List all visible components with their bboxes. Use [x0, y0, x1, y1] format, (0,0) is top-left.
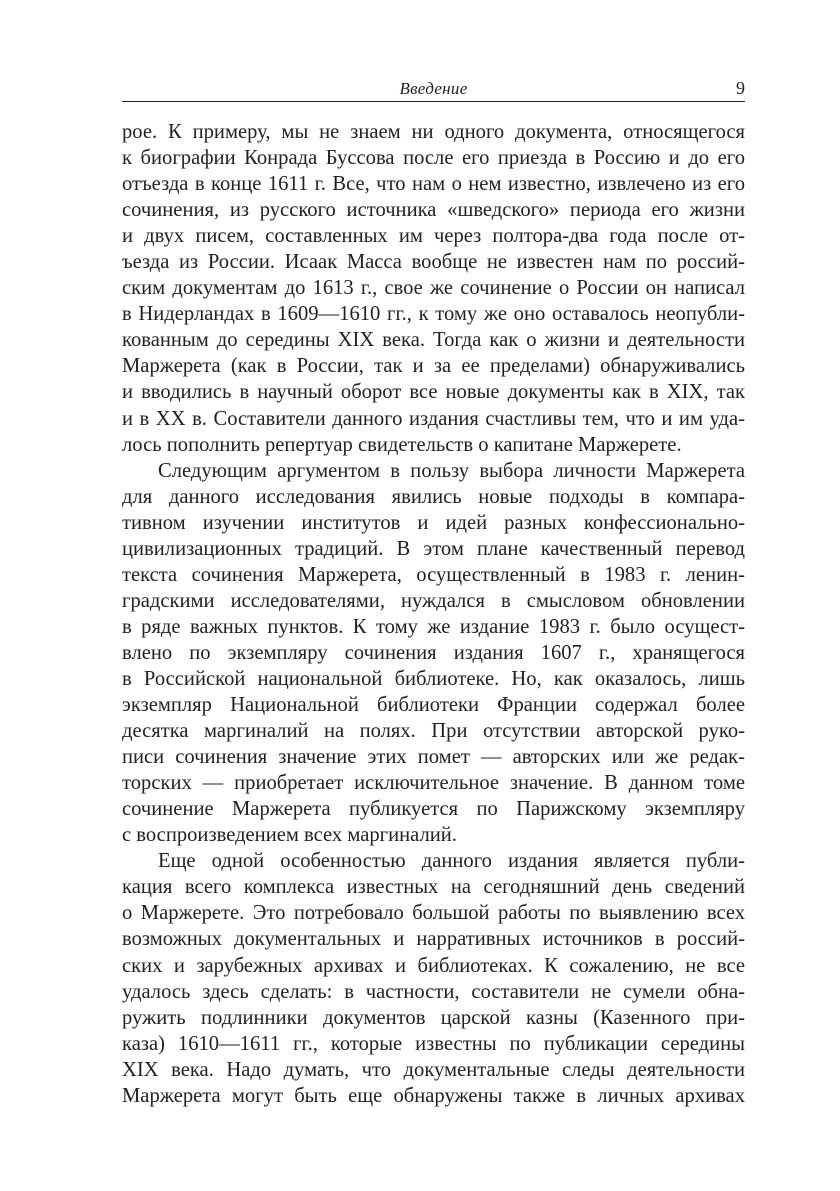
text-line: к биографии Конрада Буссова после его приезда в Россию и до его — [122, 147, 745, 170]
text-line: ъезда из России. Исаак Масса вообще не известен нам по россий- — [122, 251, 745, 274]
text-line: градскими исследователями, нуждался в смысловом обновлении — [122, 589, 745, 612]
body-text — [122, 119, 745, 1109]
text-line: экземпляр Национальной библиотеки Франции содержал более — [122, 694, 745, 717]
text-line: текста сочинения Маржерета, осуществленный в 1983 г. ленин- — [122, 563, 745, 586]
text-line: ским документам до 1613 г., свое же сочинение о России он написал — [122, 277, 745, 300]
text-line: и в XX в. Составители данного издания счастливы тем, что и им уда- — [122, 407, 745, 430]
text-line: сочинения, из русского источника «шведского» периода его жизни — [122, 199, 745, 222]
text-line: ских и зарубежных архивах и библиотеках. К сожалению, не все — [122, 954, 745, 977]
text-line: о Маржерете. Это потребовало большой работы по выявлению всех — [122, 902, 745, 925]
text-line: Маржерета (как в России, так и за ее пределами) обнаруживались — [122, 355, 745, 378]
header-rule — [122, 101, 745, 102]
text-line: сочинение Маржерета публикуется по Парижскому экземпляру — [122, 798, 745, 821]
text-line: влено по экземпляру сочинения издания 1607 г., хранящегося — [122, 641, 745, 664]
paragraph-end-line: с воспроизведением всех маргиналий. — [122, 824, 457, 847]
text-line: и двух писем, составленных им через полтора-два года после от- — [122, 225, 745, 248]
text-line: десятка маргиналий на полях. При отсутствии авторской руко- — [122, 720, 745, 743]
running-head-title: Введение — [399, 79, 468, 98]
text-line: цивилизационных традиций. В этом плане качественный перевод — [122, 537, 745, 560]
text-line: отъезда в конце 1611 г. Все, что нам о нем известно, извлечено из его — [122, 173, 745, 196]
text-line: Маржерета могут быть еще обнаружены также в личных архивах — [122, 1084, 745, 1107]
text-line: для данного исследования явились новые подходы в компара- — [122, 485, 745, 508]
page-number: 9 — [736, 78, 745, 98]
text-line: кация всего комплекса известных на сегодняшний день сведений — [122, 876, 745, 899]
text-line: в ряде важных пунктов. К тому же издание 1983 г. было осущест- — [122, 615, 745, 638]
text-line: торских — приобретает исключительное значение. В данном томе — [122, 772, 745, 795]
text-line: ружить подлинники документов царской казны (Казенного при- — [122, 1006, 745, 1029]
running-head — [122, 78, 745, 100]
text-line: тивном изучении институтов и идей разных конфессионально- — [122, 511, 745, 534]
paragraph-end-line: лось пополнить репертуар свидетельств о капитане Маржерете. — [122, 433, 682, 456]
text-line: удалось здесь сделать: в частности, составители не сумели обна- — [122, 980, 745, 1003]
text-line: в Нидерландах в 1609—1610 гг., к тому же оно оставалось неопубли- — [122, 303, 745, 326]
text-line: и вводились в научный оборот все новые документы как в XIX, так — [122, 381, 745, 404]
text-line: кованным до середины XIX века. Тогда как о жизни и деятельности — [122, 329, 745, 352]
text-line: XIX века. Надо думать, что документальные следы деятельности — [122, 1058, 745, 1081]
paragraph-start-line: Еще одной особенностью данного издания является публи- — [158, 850, 745, 873]
text-line: писи сочинения значение этих помет — авторских или же редак- — [122, 746, 745, 769]
paragraph-start-line: Следующим аргументом в пользу выбора личности Маржерета — [158, 459, 745, 482]
text-line: возможных документальных и нарративных источников в россий- — [122, 928, 745, 951]
text-line: в Российской национальной библиотеке. Но, как оказалось, лишь — [122, 667, 745, 690]
text-line: каза) 1610—1611 гг., которые известны по публикации середины — [122, 1032, 745, 1055]
text-line: рое. К примеру, мы не знаем ни одного документа, относящегося — [122, 121, 745, 143]
